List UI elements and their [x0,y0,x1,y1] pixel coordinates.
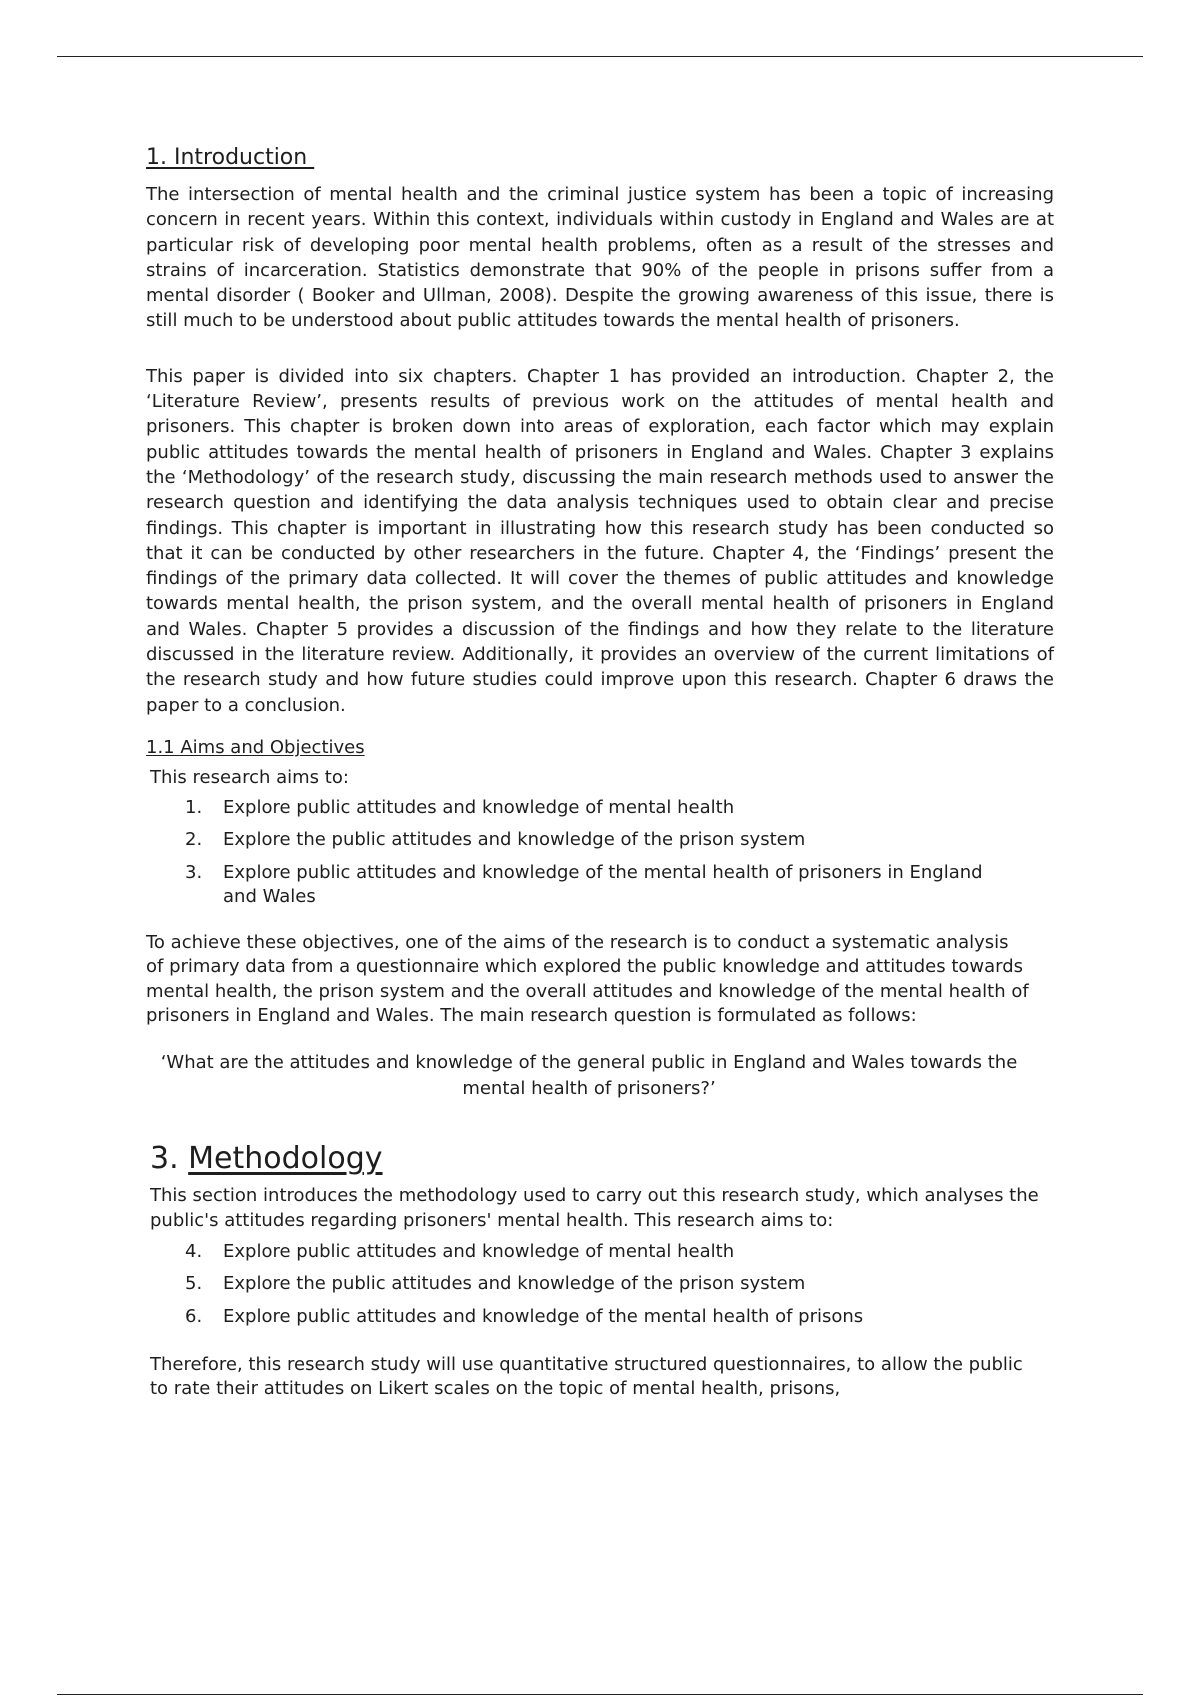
list-number: 1. [185,796,203,818]
list-item-text: Explore public attitudes and knowledge of the mental health of prisoners in England and Wales [223,861,983,907]
intro-paragraph-2: This paper is divided into six chapters. Chapter 1 has provided an introduction. Chapter 2, the ‘Literature Review’, presents results of previous work on the attitudes of mental health and prisoners. This chapter is broken down into areas of exploration, each factor which may explain public attitudes towards the mental health of prisoners in England and Wales. Chapter 3 explains the ‘Methodology’ of the research study, discussing the main research methods used to answer the research question and identifying the data analysis techniques used to obtain clear and precise findings. This chapter is important in illustrating how this research study has been conducted so that it can be conducted by other researchers in the future. Chapter 4, the ‘Findings’ present the findings of the primary data collected. It will cover the themes of public attitudes and knowledge towards mental health, the prison system, and the overall mental health of prisoners in England and Wales. Chapter 5 provides a discussion of the findings and how they relate to the literature discussed in the literature review. Additionally, it provides an overview of the current limitations of the research study and how future studies could improve upon this research. Chapter 6 draws the paper to a conclusion. [146,365,1054,716]
page-top-rule [57,56,1143,57]
list-number: 6. [185,1305,203,1327]
methodology-heading-number: 3. [150,1141,189,1177]
list-item-text: Explore public attitudes and knowledge of the mental health of prisons [223,1305,864,1327]
list-number: 2. [185,829,203,851]
list-item-text: Explore public attitudes and knowledge of mental health [223,796,735,818]
document-body [146,143,1054,1401]
methodology-list-item [146,1240,1054,1264]
list-number: 5. [185,1273,203,1295]
research-question: ‘What are the attitudes and knowledge of the general public in England and Wales towards the mental health of prisoners?’ [160,1052,1018,1100]
aims-list-item [146,796,1054,820]
methodology-heading-title: Methodology [188,1141,383,1177]
aims-list [146,796,1054,909]
methodology-heading [150,1140,1054,1178]
aims-list-item [146,828,1054,852]
aims-objectives-heading: 1.1 Aims and Objectives [146,736,365,758]
methodology-closing-paragraph: Therefore, this research study will use quantitative structured questionnaires, to allow the public to rate their attitudes on Likert scales on the topic of mental health, prisons, [150,1353,1023,1400]
list-number: 4. [185,1240,203,1262]
intro-paragraph-1: The intersection of mental health and the criminal justice system has been a topic of increasing concern in recent years. Within this context, individuals within custody in England and Wales are at particular risk of developing poor mental health problems, often as a result of the stresses and strains of incarceration. Statistics demonstrate that 90% of the people in prisons suffer from a mental disorder ( Booker and Ullman, 2008). Despite the growing awareness of this issue, there is still much to be understood about public attitudes towards the mental health of prisoners. [146,184,1054,332]
methodology-aims-list [146,1240,1054,1329]
list-item-text: Explore the public attitudes and knowledge of the prison system [223,829,806,851]
aims-lead-text: This research aims to: [150,766,349,788]
methodology-intro: This section introduces the methodology used to carry out this research study, which analyses the public's attitudes regarding prisoners' mental health. This research aims to: [150,1185,1039,1231]
list-number: 3. [185,861,203,883]
aims-list-item [146,861,1054,910]
objectives-paragraph: To achieve these objectives, one of the aims of the research is to conduct a systematic analysis of primary data from a questionnaire which explored the public knowledge and attitudes towards mental health, the prison system and the overall attitudes and knowledge of the mental health of prisoners in England and Wales. The main research question is formulated as follows: [146,932,1029,1027]
list-item-text: Explore public attitudes and knowledge of mental health [223,1240,735,1262]
list-item-text: Explore the public attitudes and knowledge of the prison system [223,1273,806,1295]
methodology-list-item [146,1305,1054,1329]
page-bottom-rule [57,1694,1143,1695]
introduction-heading: 1. Introduction [146,145,315,170]
methodology-list-item [146,1272,1054,1296]
